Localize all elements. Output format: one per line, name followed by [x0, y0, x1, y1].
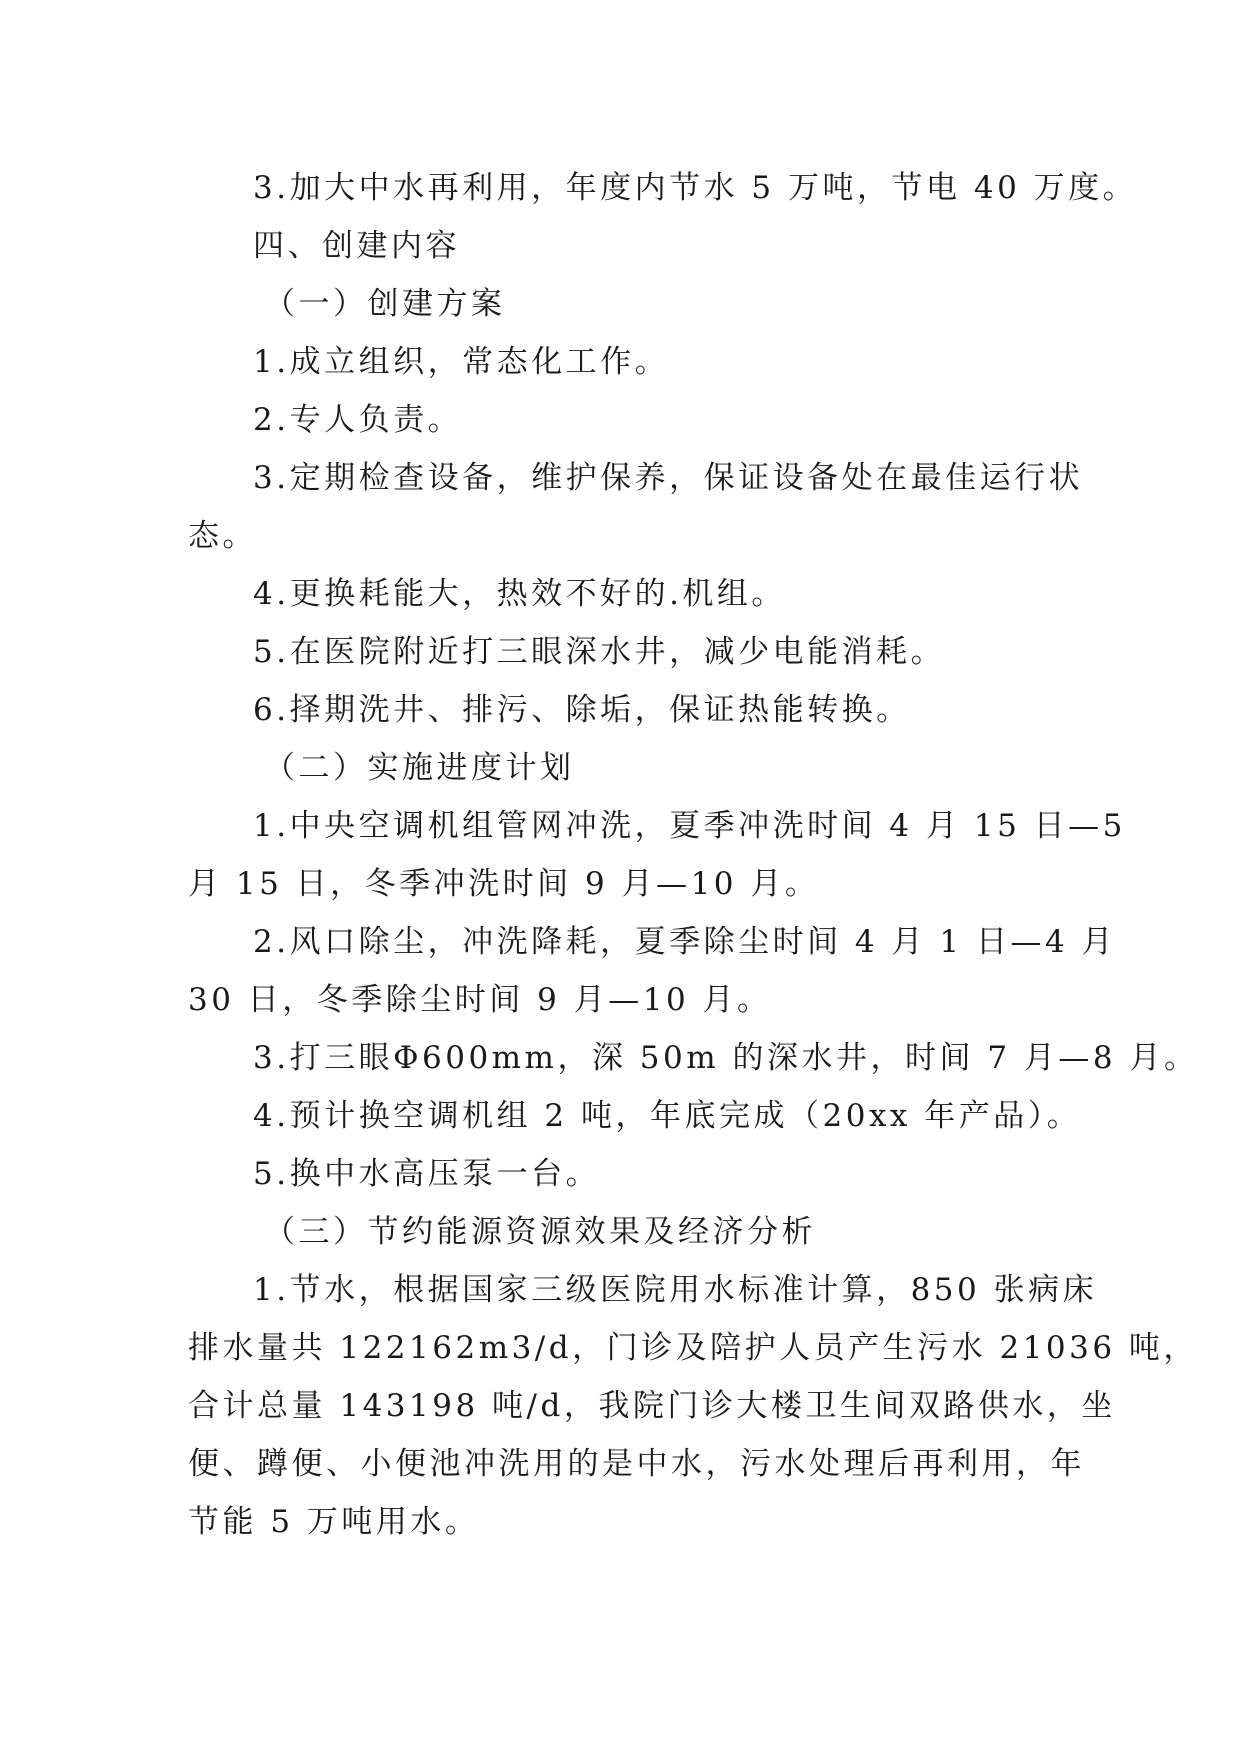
paragraph-line: 2.风口除尘，冲洗降耗，夏季除尘时间 4 月 1 日—4 月 [253, 924, 1117, 960]
paragraph-line: 3.打三眼Φ600mm，深 50m 的深水井，时间 7 月—8 月。 [253, 1040, 1199, 1076]
subsection-heading: （三）节约能源资源效果及经济分析 [264, 1214, 816, 1250]
paragraph-line: 4.更换耗能大，热效不好的.机组。 [253, 576, 786, 612]
subsection-heading: （二）实施进度计划 [264, 750, 575, 786]
paragraph-line: 6.择期洗井、排污、除垢，保证热能转换。 [253, 692, 911, 728]
paragraph-line: 4.预计换空调机组 2 吨，年底完成（20xx 年产品）。 [253, 1098, 1082, 1134]
paragraph-line: 态。 [188, 518, 257, 554]
paragraph-line: 30 日，冬季除尘时间 9 月—10 月。 [188, 982, 772, 1018]
paragraph-line: 便、蹲便、小便池冲洗用的是中水，污水处理后再利用，年 [188, 1446, 1085, 1482]
subsection-heading: （一）创建方案 [264, 286, 506, 322]
paragraph-line: 5.换中水高压泵一台。 [253, 1156, 601, 1192]
paragraph-line: 合计总量 143198 吨/d，我院门诊大楼卫生间双路供水，坐 [188, 1388, 1116, 1424]
paragraph-line: 1.节水，根据国家三级医院用水标准计算，850 张病床 [253, 1272, 1098, 1308]
section-heading: 四、创建内容 [253, 228, 460, 264]
paragraph-line: 1.中央空调机组管网冲洗，夏季冲洗时间 4 月 15 日—5 [253, 808, 1126, 844]
paragraph-line: 5.在医院附近打三眼深水井，减少电能消耗。 [253, 634, 946, 670]
paragraph-line: 月 15 日，冬季冲洗时间 9 月—10 月。 [188, 866, 820, 902]
paragraph-line: 节能 5 万吨用水。 [188, 1504, 480, 1540]
paragraph-line: 排水量共 122162m3/d，门诊及陪护人员产生污水 21036 吨， [188, 1330, 1198, 1366]
paragraph-line: 2.专人负责。 [253, 402, 463, 438]
paragraph-line: 3.定期检查设备，维护保养，保证设备处在最佳运行状 [253, 460, 1084, 496]
paragraph-line: 1.成立组织，常态化工作。 [253, 344, 670, 380]
paragraph-line: 3.加大中水再利用，年度内节水 5 万吨，节电 40 万度。 [253, 170, 1138, 206]
